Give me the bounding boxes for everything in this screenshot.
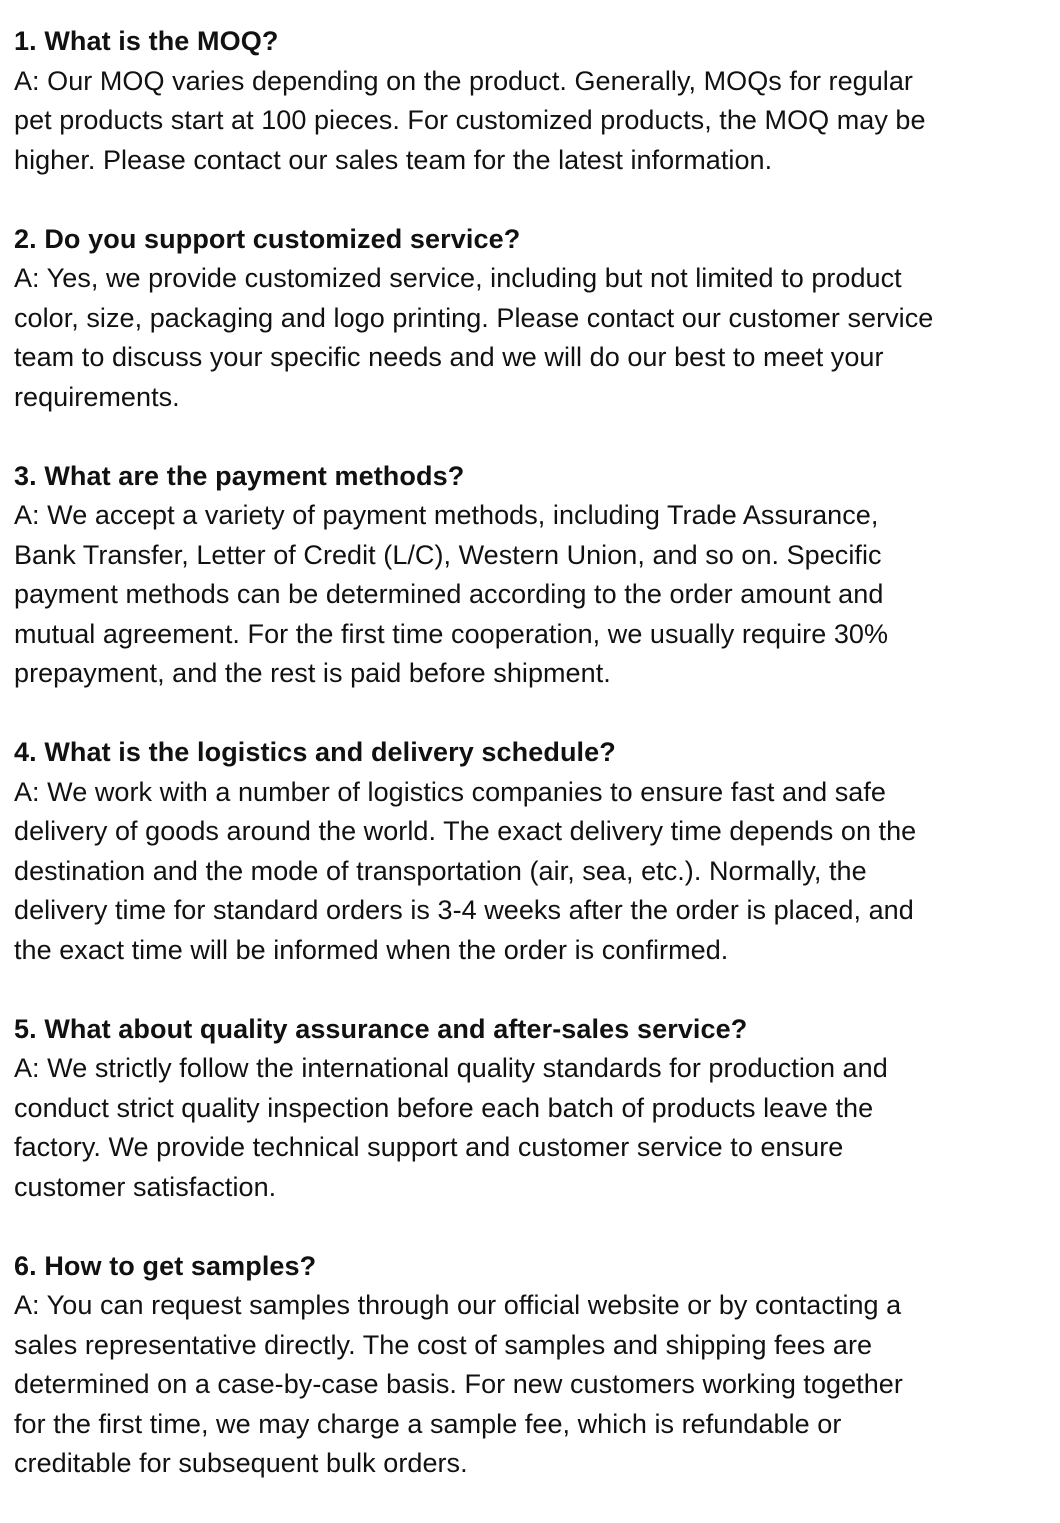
- faq-item-customization: [14, 220, 1054, 418]
- faq-question: 4. What is the logistics and delivery schedule?: [14, 737, 616, 767]
- answer-line: pet products start at 100 pieces. For customized products, the MOQ may be: [14, 105, 926, 135]
- faq-item-quality: [14, 1010, 1054, 1208]
- answer-line: the exact time will be informed when the order is confirmed.: [14, 934, 729, 965]
- answer-line: A: We work with a number of logistics companies to ensure fast and safe: [14, 776, 886, 807]
- faq-question: 3. What are the payment methods?: [14, 460, 465, 491]
- answer-line: Bank Transfer, Letter of Credit (L/C), Western Union, and so on. Specific: [14, 539, 882, 570]
- faq-answer: [14, 259, 1054, 417]
- faq-item-samples: [14, 1247, 1054, 1484]
- answer-line: delivery of goods around the world. The exact delivery time depends on the: [14, 816, 917, 846]
- answer-line: prepayment, and the rest is paid before shipment.: [14, 658, 611, 688]
- answer-line: mutual agreement. For the first time cooperation, we usually require 30%: [14, 618, 889, 649]
- answer-line: A: You can request samples through our official website or by contacting a: [14, 1290, 902, 1320]
- answer-line: color, size, packaging and logo printing. Please contact our customer service: [14, 302, 934, 333]
- faq-question: 6. How to get samples?: [14, 1250, 317, 1281]
- answer-line: payment methods can be determined according to the order amount and: [14, 579, 884, 609]
- faq-answer: [14, 1049, 1054, 1207]
- answer-line: requirements.: [14, 381, 180, 412]
- faq-question: 1. What is the MOQ?: [14, 26, 279, 56]
- answer-line: A: Yes, we provide customized service, including but not limited to product: [14, 263, 902, 293]
- answer-line: A: Our MOQ varies depending on the product. Generally, MOQs for regular: [14, 65, 913, 96]
- answer-line: customer satisfaction.: [14, 1171, 277, 1202]
- answer-line: delivery time for standard orders is 3-4 weeks after the order is placed, and: [14, 895, 914, 925]
- faq-item-moq: [14, 22, 1054, 180]
- answer-line: team to discuss your specific needs and we will do our best to meet your: [14, 342, 884, 372]
- answer-line: conduct strict quality inspection before each batch of products leave the: [14, 1092, 874, 1123]
- faq-answer: [14, 62, 1054, 181]
- faq-item-payment: [14, 457, 1054, 694]
- answer-line: determined on a case-by-case basis. For new customers working together: [14, 1369, 903, 1399]
- answer-line: for the first time, we may charge a sample fee, which is refundable or: [14, 1408, 842, 1439]
- faq-answer: [14, 496, 1054, 694]
- faq-question: 2. Do you support customized service?: [14, 223, 521, 254]
- answer-line: higher. Please contact our sales team for the latest information.: [14, 144, 773, 175]
- answer-line: creditable for subsequent bulk orders.: [14, 1448, 468, 1478]
- faq-question: 5. What about quality assurance and after-sales service?: [14, 1013, 748, 1044]
- answer-line: factory. We provide technical support and customer service to ensure: [14, 1132, 844, 1162]
- faq-item-logistics: [14, 733, 1054, 970]
- faq-answer: [14, 773, 1054, 971]
- answer-line: A: We strictly follow the international quality standards for production and: [14, 1053, 888, 1083]
- answer-line: destination and the mode of transportation (air, sea, etc.). Normally, the: [14, 855, 867, 886]
- answer-line: sales representative directly. The cost of samples and shipping fees are: [14, 1329, 873, 1360]
- answer-line: A: We accept a variety of payment methods, including Trade Assurance,: [14, 500, 879, 530]
- faq-list: [14, 22, 1054, 1523]
- faq-answer: [14, 1286, 1054, 1484]
